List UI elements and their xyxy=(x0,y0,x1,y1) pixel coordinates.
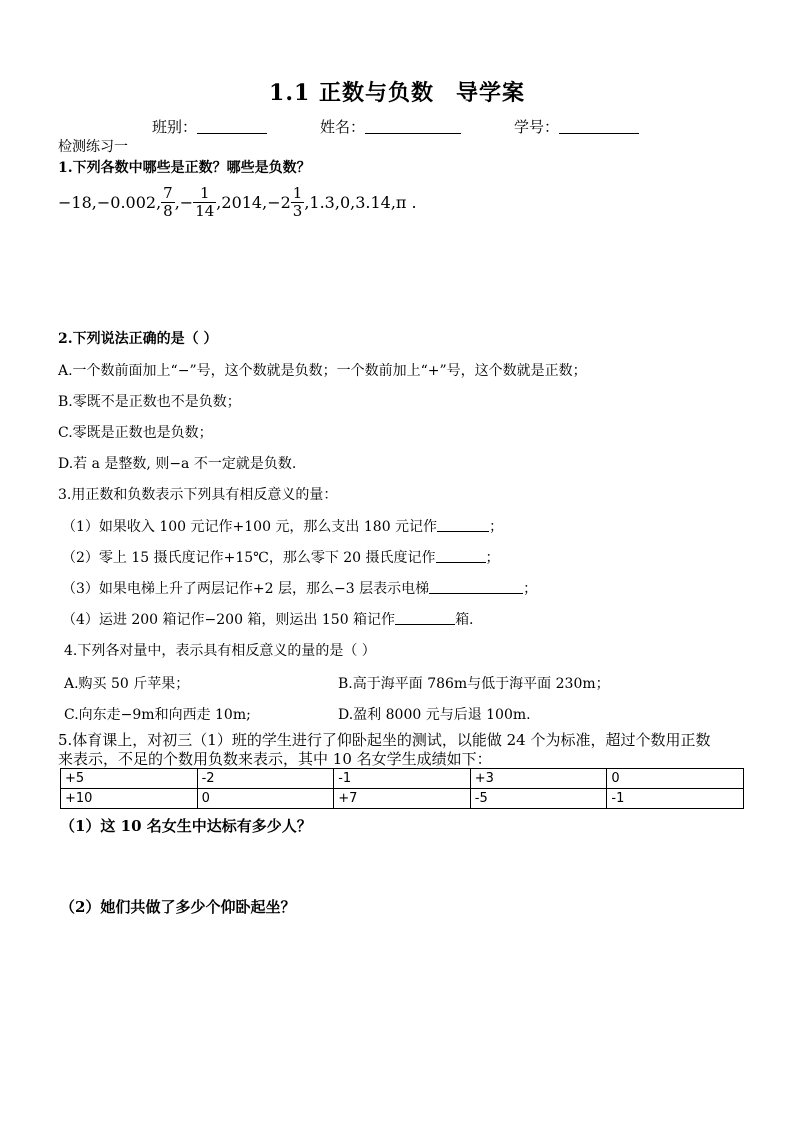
q3-item-3-end: ； xyxy=(523,581,538,597)
id-label: 学号： xyxy=(514,118,560,136)
fraction-denominator: 14 xyxy=(195,202,215,220)
class-label: 班别： xyxy=(152,118,198,136)
fraction-numerator: 7 xyxy=(163,184,173,202)
q3-item-2 xyxy=(62,547,500,567)
q2-text: 2.下列说法正确的是（ ） xyxy=(58,331,218,347)
q1-numbers-part1: −18,−0.002, xyxy=(58,193,162,212)
q5-sub2: （2）她们共做了多少个仰卧起坐？ xyxy=(60,898,296,916)
table-cell: -2 xyxy=(197,769,334,789)
q3-item-4-text: （4）运进 200 箱记作−200 箱，则运出 150 箱记作 xyxy=(62,612,396,628)
q4-option-d: D.盈利 8000 元与后退 100m. xyxy=(338,707,531,723)
fraction-denominator: 8 xyxy=(163,202,173,220)
name-field xyxy=(320,116,461,137)
table-cell: 0 xyxy=(197,789,334,809)
q3-item-2-text: （2）零上 15 摄氏度记作+15℃，那么零下 20 摄氏度记作 xyxy=(62,550,436,566)
q3-item-2-blank[interactable] xyxy=(436,549,486,563)
q2-option-b: B.零既不是正数也不是负数； xyxy=(58,394,241,410)
q3-item-1 xyxy=(62,516,503,536)
q3-item-4-end: 箱. xyxy=(455,612,474,628)
q3-item-1-blank[interactable] xyxy=(437,518,489,532)
title-sub: 导学案 xyxy=(455,80,525,106)
q5-sub1: （1）这 10 名女生中达标有多少人？ xyxy=(60,817,312,835)
q3-item-4-blank[interactable] xyxy=(395,611,455,625)
fraction-denominator: 3 xyxy=(292,202,303,220)
fraction-1-3 xyxy=(291,185,305,220)
table-cell: +10 xyxy=(61,789,198,809)
q1-number-list xyxy=(58,185,417,220)
fraction-numerator: 1 xyxy=(292,184,303,202)
title-main: 1.1 正数与负数 xyxy=(269,80,434,106)
q3-item-3-blank[interactable] xyxy=(429,580,523,594)
table-cell: -1 xyxy=(334,769,471,789)
q4-text: 4.下列各对量中，表示具有相反意义的量的是（ ） xyxy=(64,643,376,659)
q2-option-c: C.零既是正数也是负数； xyxy=(58,425,213,441)
q1-numbers-part3: ,2014,−2 xyxy=(216,193,291,212)
table-cell: +7 xyxy=(334,789,471,809)
fraction-1-14 xyxy=(193,185,216,220)
table-cell: +3 xyxy=(470,769,607,789)
score-table xyxy=(60,768,744,809)
section-label: 检测练习一 xyxy=(58,139,128,155)
page-title xyxy=(0,76,794,107)
class-blank[interactable] xyxy=(197,119,267,134)
fraction-7-8 xyxy=(161,185,175,220)
table-row xyxy=(61,789,744,809)
table-cell: 0 xyxy=(607,769,744,789)
q1-numbers-part2: ,− xyxy=(174,193,194,212)
q4-option-a: A.购买 50 斤苹果； xyxy=(64,676,190,692)
table-row xyxy=(61,769,744,789)
name-label: 姓名： xyxy=(320,118,366,136)
q2-option-d: D.若 a 是整数, 则−a 不一定就是负数. xyxy=(58,456,297,472)
q3-item-2-end: ； xyxy=(485,550,500,566)
id-blank[interactable] xyxy=(559,119,639,134)
q4-option-c: C.向东走−9m和向西走 10m; xyxy=(64,707,251,723)
q1-numbers-part4: ,1.3,0,3.14,π . xyxy=(304,193,417,212)
q3-item-1-text: （1）如果收入 100 元记作+100 元，那么支出 180 元记作 xyxy=(62,519,438,535)
name-blank[interactable] xyxy=(365,119,461,134)
q3-item-3 xyxy=(62,578,537,598)
q5-text-line2: 来表示，不足的个数用负数来表示，其中 10 名女学生成绩如下： xyxy=(58,750,492,768)
class-field xyxy=(152,116,267,137)
q3-item-4 xyxy=(62,609,474,629)
q1-text: 1.下列各数中哪些是正数？哪些是负数？ xyxy=(58,160,311,176)
q4-option-b: B.高于海平面 786m与低于海平面 230m； xyxy=(338,676,610,692)
q3-item-1-end: ； xyxy=(489,519,504,535)
table-cell: -1 xyxy=(607,789,744,809)
fraction-numerator: 1 xyxy=(193,185,216,203)
id-field xyxy=(514,116,639,137)
table-cell: +5 xyxy=(61,769,198,789)
q3-item-3-text: （3）如果电梯上升了两层记作+2 层，那么−3 层表示电梯 xyxy=(62,581,430,597)
q5-text-line1: 5.体育课上，对初三（1）班的学生进行了仰卧起坐的测试，以能做 24 个为标准，超过个数用正数 xyxy=(58,731,711,749)
table-cell: -5 xyxy=(470,789,607,809)
q2-option-a: A.一个数前面加上“−”号，这个数就是负数；一个数前加上“+”号，这个数就是正数； xyxy=(58,363,587,379)
q3-text: 3.用正数和负数表示下列具有相反意义的量： xyxy=(58,487,338,503)
